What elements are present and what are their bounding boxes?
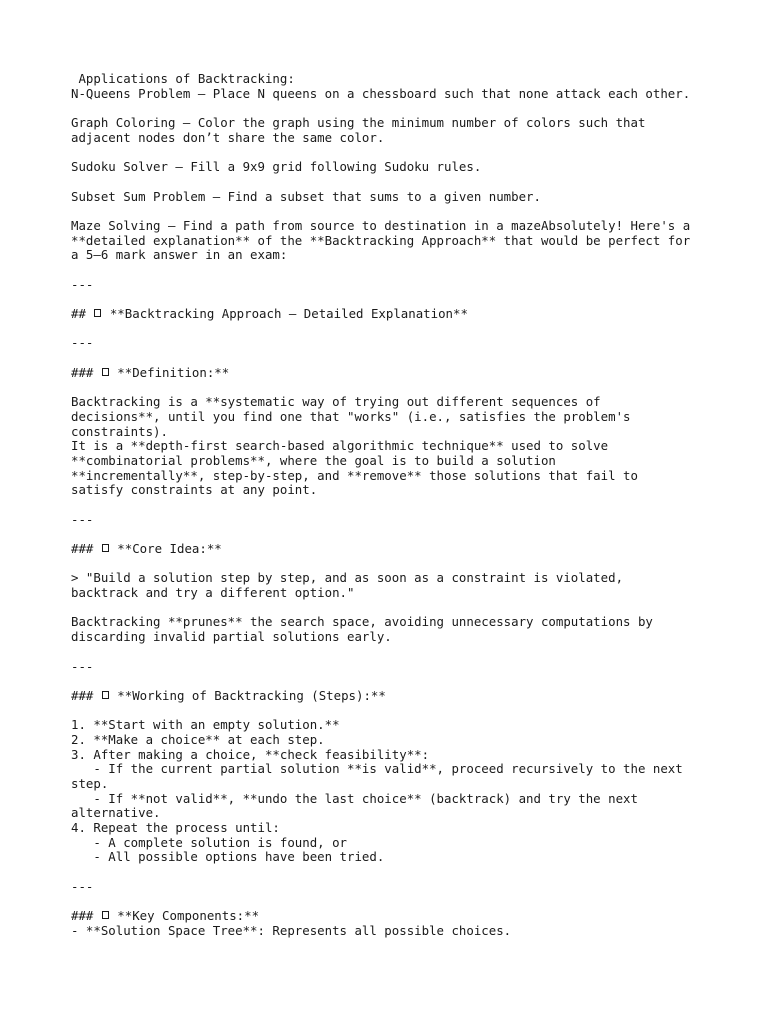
missing-glyph-icon [102, 544, 109, 552]
text-line: Backtracking is a **systematic way of trying out different sequences of [71, 394, 601, 410]
blank-line [71, 498, 731, 513]
blank-line [71, 557, 731, 572]
heading-marker: ### [71, 687, 101, 703]
text-line: --- [71, 276, 94, 292]
text-line: 1. **Start with an empty solution.** [71, 717, 340, 733]
missing-glyph-icon [94, 309, 101, 317]
section-heading [71, 542, 731, 557]
text-line: **combinatorial problems**, where the goal is to build a solution [71, 452, 556, 468]
blank-line [71, 351, 731, 366]
section-heading [71, 307, 731, 322]
text-line: - A complete solution is found, or [71, 834, 348, 850]
blank-line [71, 704, 731, 719]
text-line: - All possible options have been tried. [71, 849, 385, 865]
text-line: alternative. [71, 805, 161, 821]
blank-line [71, 322, 731, 337]
document-page [71, 72, 731, 939]
missing-glyph-icon [102, 691, 109, 699]
missing-glyph-icon [102, 911, 109, 919]
text-line: Subset Sum Problem – Find a subset that sums to a given number. [71, 188, 541, 204]
text-line: - **Solution Space Tree**: Represents all possible choices. [71, 922, 512, 938]
heading-marker: ### [71, 908, 101, 924]
text-line: --- [71, 335, 94, 351]
heading-text: **Working of Backtracking (Steps):** [109, 687, 386, 703]
blank-line [71, 101, 731, 116]
text-line: step. [71, 776, 109, 791]
blank-line [71, 527, 731, 542]
text-line: - If **not valid**, **undo the last choice** (backtrack) and try the next [71, 790, 638, 806]
text-line: --- [71, 878, 94, 894]
section-heading [71, 909, 731, 924]
text-line: Backtracking **prunes** the search space, avoiding unnecessary computations by [71, 614, 653, 630]
heading-text: **Key Components:** [109, 908, 260, 924]
blank-line [71, 674, 731, 689]
heading-marker: ### [71, 364, 101, 380]
heading-marker: ### [71, 541, 101, 556]
blank-line [71, 175, 731, 190]
text-line: 4. Repeat the process until: [71, 820, 280, 836]
text-line: a 5–6 mark answer in an exam: [71, 247, 288, 263]
text-line: Applications of Backtracking: [71, 71, 295, 86]
text-line: Graph Coloring – Color the graph using the minimum number of colors such that [71, 115, 646, 131]
text-line: constraints). [71, 423, 168, 439]
missing-glyph-icon [102, 368, 109, 376]
text-line: - If the current partial solution **is valid**, proceed recursively to the next [71, 761, 683, 777]
heading-text: **Definition:** [109, 364, 230, 380]
section-heading [71, 689, 731, 704]
blank-line [71, 145, 731, 160]
text-line: > "Build a solution step by step, and as soon as a constraint is violated, [71, 570, 624, 586]
text-line: --- [71, 658, 94, 674]
heading-text: **Core Idea:** [109, 541, 222, 556]
text-line: **detailed explanation** of the **Backtracking Approach** that would be perfect for [71, 232, 691, 248]
blank-line [71, 895, 731, 910]
blank-line [71, 263, 731, 278]
text-line: backtrack and try a different option." [71, 585, 355, 601]
heading-marker: ## [71, 306, 94, 321]
blank-line [71, 380, 731, 395]
text-line: 2. **Make a choice** at each step. [71, 731, 325, 747]
text-line: --- [71, 511, 94, 527]
blank-line [71, 865, 731, 880]
text-line: Sudoku Solver – Fill a 9x9 grid following Sudoku rules. [71, 159, 482, 175]
text-line: decisions**, until you find one that "works" (i.e., satisfies the problem's [71, 408, 631, 424]
section-heading [71, 366, 731, 381]
text-line: discarding invalid partial solutions early. [71, 629, 392, 645]
text-line: N-Queens Problem – Place N queens on a chessboard such that none attack each other. [71, 85, 691, 101]
text-line: 3. After making a choice, **check feasibility**: [71, 746, 430, 762]
text-line: **incrementally**, step-by-step, and **remove** those solutions that fail to [71, 467, 638, 483]
blank-line [71, 601, 731, 616]
text-line: It is a **depth-first search-based algorithmic technique** used to solve [71, 438, 609, 454]
text-line: adjacent nodes don’t share the same color. [71, 129, 385, 145]
heading-text: **Backtracking Approach – Detailed Explanation** [102, 306, 468, 321]
blank-line [71, 645, 731, 660]
text-line: satisfy constraints at any point. [71, 482, 318, 498]
blank-line [71, 204, 731, 219]
blank-line [71, 292, 731, 307]
text-line: Maze Solving – Find a path from source to destination in a mazeAbsolutely! Here's a [71, 217, 691, 233]
